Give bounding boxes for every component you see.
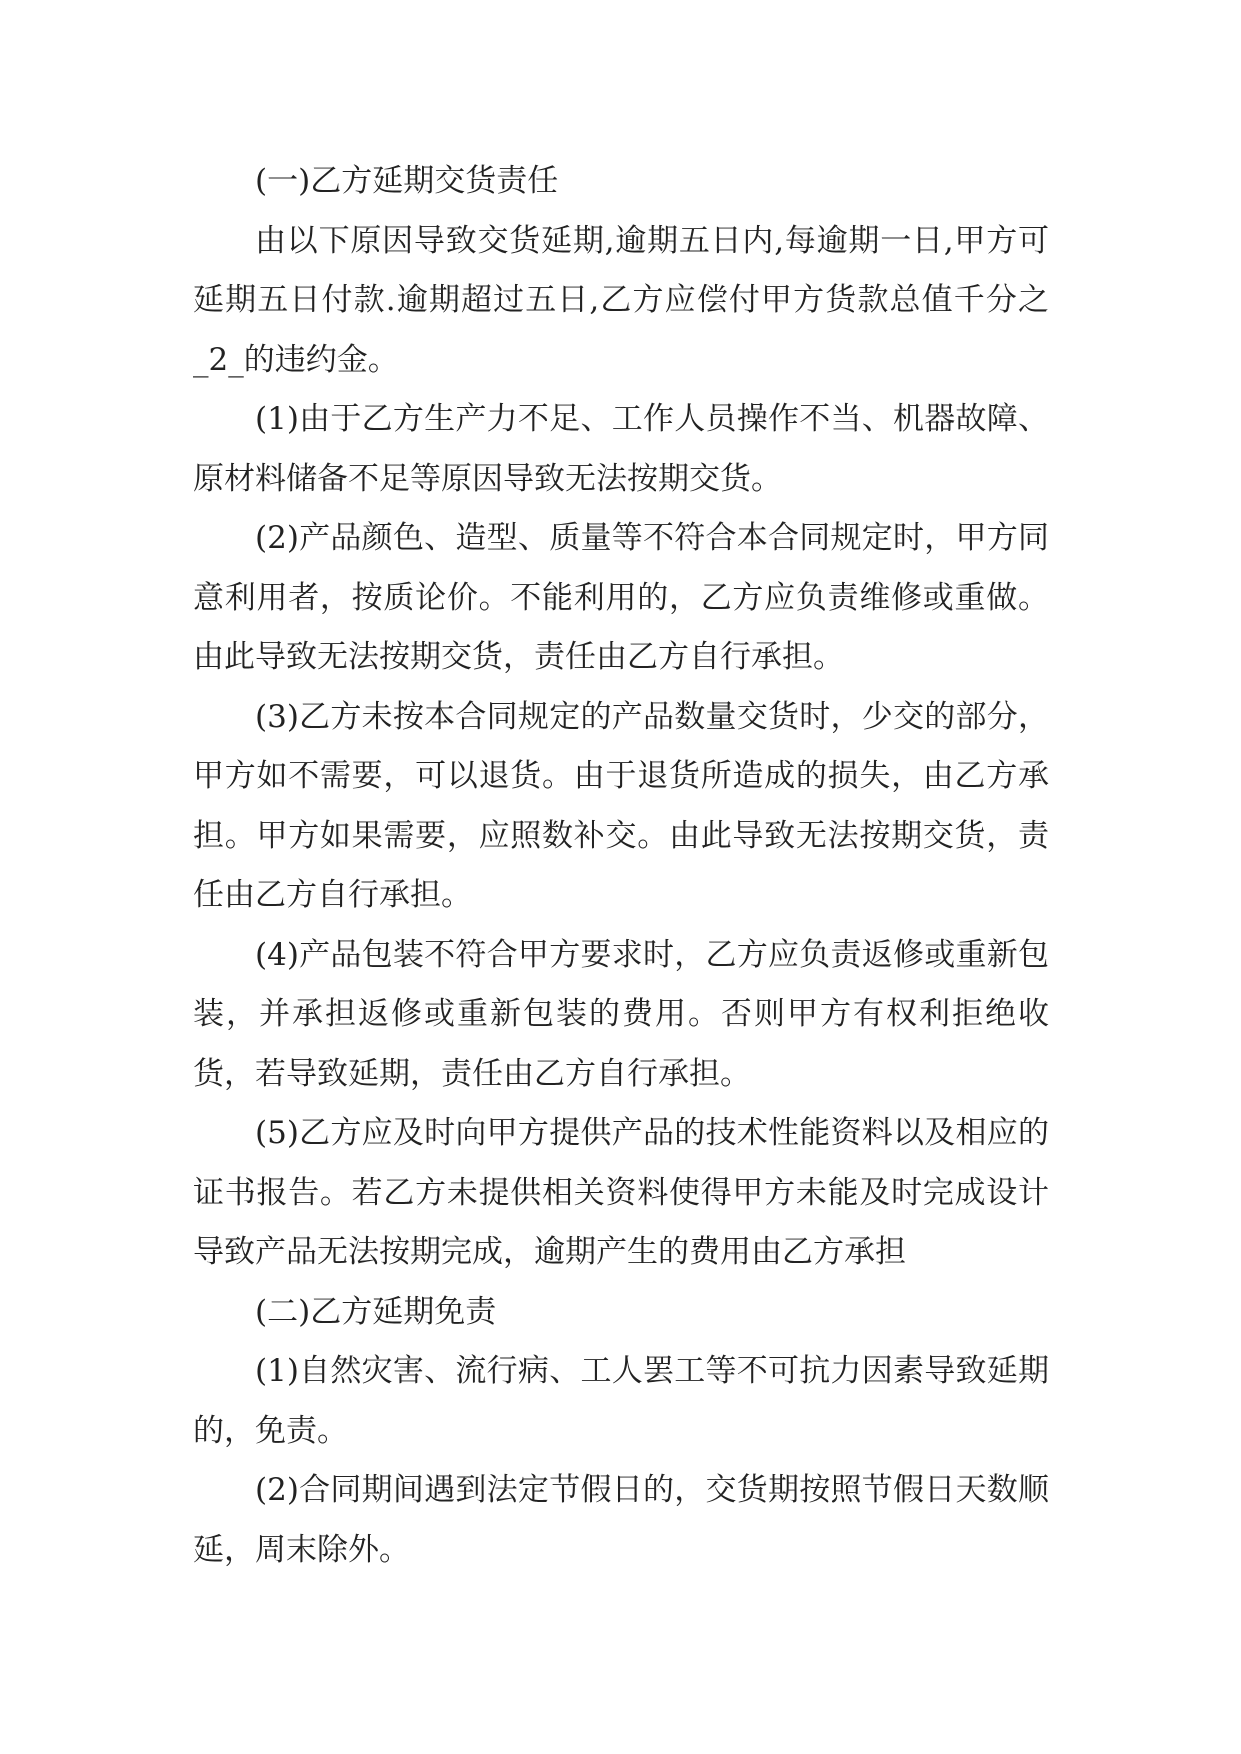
clause-item-3: (3)乙方未按本合同规定的产品数量交货时，少交的部分，甲方如不需要，可以退货。由于退货所造成的损失，由乙方承担。甲方如果需要，应照数补交。由此导致无法按期交货，责任由乙方自行承担。	[193, 698, 1049, 913]
exemption-item-2: (2)合同期间遇到法定节假日的，交货期按照节假日天数顺延，周末除外。	[193, 1472, 1049, 1568]
paragraph-delay-penalty: 由以下原因导致交货延期,逾期五日内,每逾期一日,甲方可延期五日付款.逾期超过五日,乙方应偿付甲方货款总值千分之_2_的违约金。	[193, 222, 1049, 378]
clause-item-4: (4)产品包装不符合甲方要求时，乙方应负责返修或重新包装，并承担返修或重新包装的费用。否则甲方有权利拒绝收货，若导致延期，责任由乙方自行承担。	[193, 936, 1049, 1092]
document-body	[193, 152, 1049, 1580]
clause-item-5: (5)乙方应及时向甲方提供产品的技术性能资料以及相应的证书报告。若乙方未提供相关资料使得甲方未能及时完成设计导致产品无法按期完成，逾期产生的费用由乙方承担	[193, 1115, 1049, 1270]
clause-item-1: (1)由于乙方生产力不足、工作人员操作不当、机器故障、原材料储备不足等原因导致无法按期交货。	[193, 401, 1049, 497]
section-heading-delay-exemption: (二)乙方延期免责	[255, 1293, 497, 1330]
exemption-item-1: (1)自然灾害、流行病、工人罢工等不可抗力因素导致延期的，免责。	[193, 1353, 1049, 1449]
section-heading-delay-liability: (一)乙方延期交货责任	[255, 163, 559, 199]
clause-item-2: (2)产品颜色、造型、质量等不符合本合同规定时，甲方同意利用者，按质论价。不能利用的，乙方应负责维修或重做。由此导致无法按期交货，责任由乙方自行承担。	[193, 520, 1049, 675]
